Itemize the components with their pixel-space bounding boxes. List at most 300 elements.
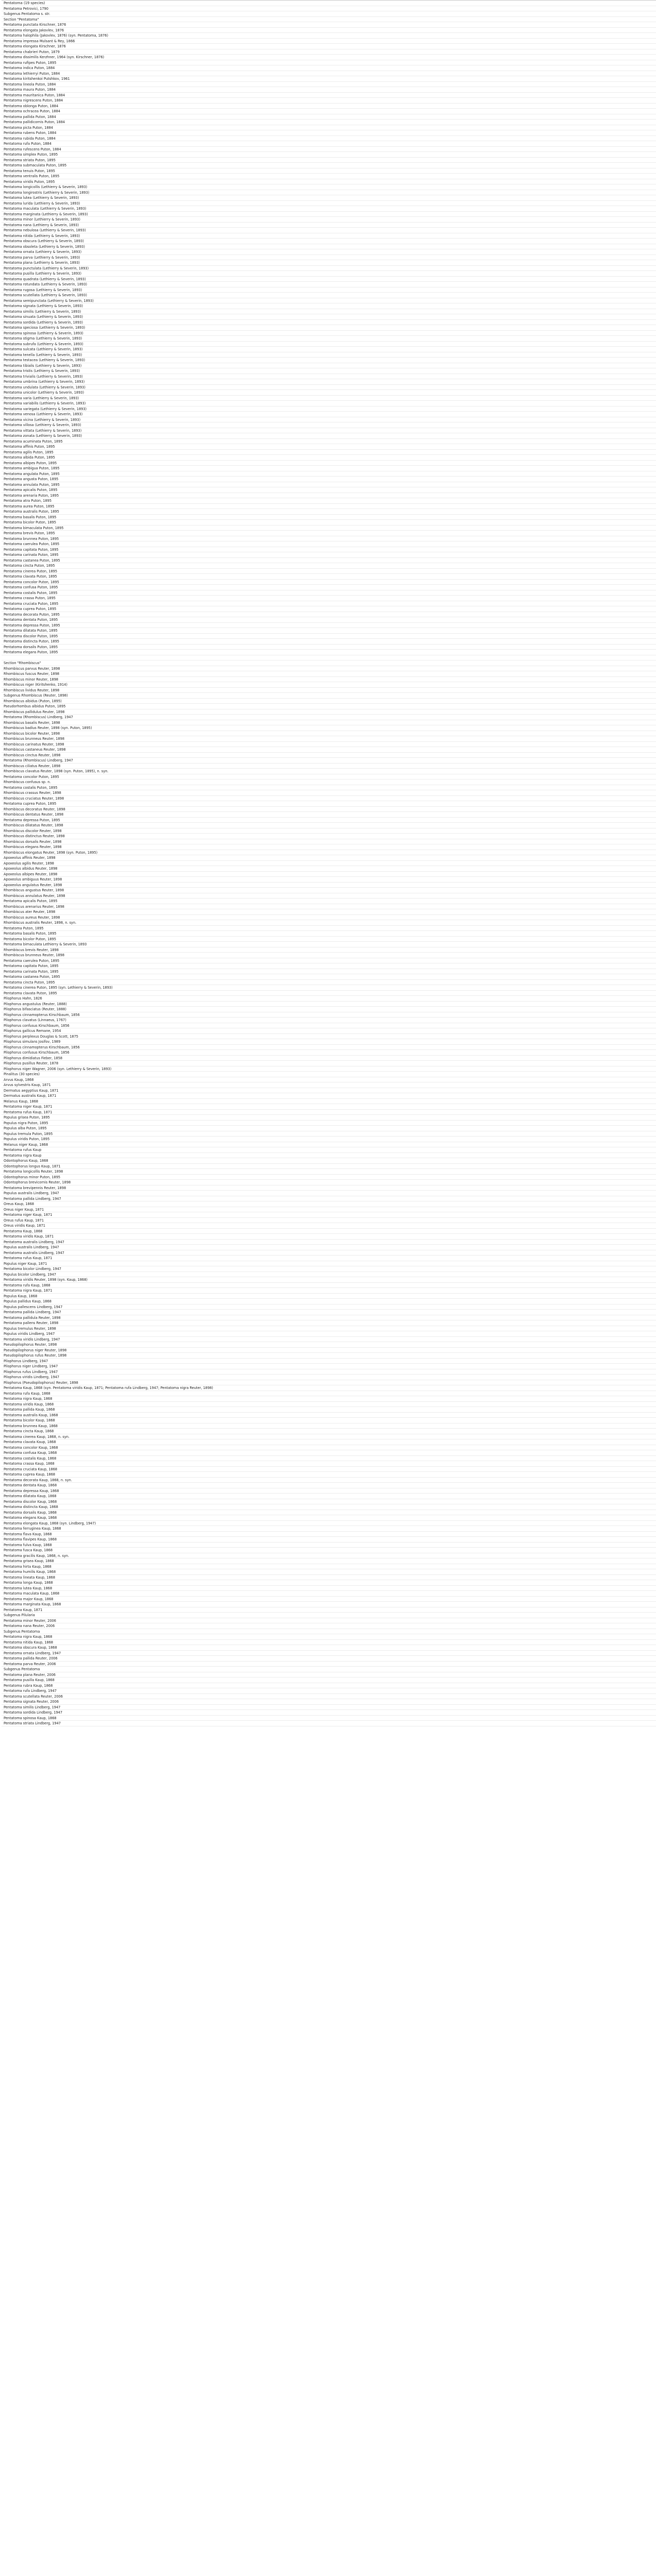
list-item: Pentatoma cincta Puton, 1895 [2,980,656,986]
list-item: Pentatoma pallidula Reuter, 1898 [2,1315,656,1321]
list-item: Rhombiscus carinatus Reuter, 1898 [2,742,656,748]
list-item: Rhombiscus dilatatus Reuter, 1898 [2,823,656,828]
list-item: Dermatus aegyptius Kaup, 1871 [2,1088,656,1094]
list-item: Pentatoma rufus Kaup, 1871 [2,1256,656,1261]
list-item: Rhombiscus dorsalis Reuter, 1898 [2,839,656,845]
list-item: Pentatoma rufus Kaup, 1871 [2,1110,656,1115]
list-item: Pentatoma scutellata Reuter, 2006 [2,1694,656,1700]
list-item: Pentatoma lurida (Lethierry & Severin, 1893) [2,201,656,207]
list-item: Pentatoma ventralis Puton, 1895 [2,174,656,179]
list-item: Pentatoma concolor Puton, 1895 [2,580,656,585]
list-item: Pentatoma (Rhombiscus) Lindberg, 1947 [2,758,656,764]
list-item: Pentatoma viridis Lindberg, 1947 [2,1337,656,1343]
list-item: Pentatoma sinuata (Lethierry & Severin, 1893) [2,314,656,320]
list-item: Pentatoma cruciata Kaup, 1868 [2,1467,656,1472]
list-item: Pentatoma confusa Puton, 1895 [2,585,656,590]
list-item: Pentatoma clavata Puton, 1895 [2,991,656,996]
list-item: Pentatoma discolor Kaup, 1868 [2,1499,656,1505]
list-item: Pentatoma clavata Puton, 1895 [2,574,656,580]
list-item: Pentatoma nigra Kaup, 1868 [2,1634,656,1640]
list-item: Pilophorus dimidiatus Fieber, 1858 [2,1056,656,1061]
list-item: Pentatoma depressa Puton, 1895 [2,623,656,629]
list-item: Pentatoma sordida Lindberg, 1947 [2,1710,656,1716]
list-item: Pentatoma oblonga Puton, 1884 [2,104,656,109]
list-item: Pilophorus angustulus (Reuter, 1888) [2,1002,656,1007]
list-item: Pilophorus simulans Josifov, 1989 [2,1039,656,1045]
list-item: Oreus rufus Kaup, 1871 [2,1218,656,1224]
list-item: Rhombiscus brunneus Reuter, 1898 [2,736,656,742]
list-item: Pentatoma bicolor Kaup, 1868 [2,1418,656,1423]
list-item: Pentatoma nitida (Lethierry & Severin, 1893) [2,233,656,239]
list-item: Subgenus Pentatoma [2,1667,656,1672]
list-item: Pentatoma ferruginea Kaup, 1868 [2,1526,656,1532]
list-item: Pentatoma longa Kaup, 1868 [2,1580,656,1586]
list-item: Pentatoma bimaculata Puton, 1895 [2,526,656,531]
list-item: Pentatoma bicolor Puton, 1895 [2,520,656,526]
list-item: Pentatoma agilis Puton, 1895 [2,450,656,455]
list-item: Rhombiscus angustus Reuter, 1898 [2,888,656,893]
list-item: Pentatoma pallida Reuter, 2006 [2,1656,656,1662]
list-item: Pentatoma rufus Kaup [2,1147,656,1153]
list-item: Pilophorus Hahn, 1826 [2,996,656,1002]
list-item: Rhombiscus arenarius Reuter, 1898 [2,904,656,910]
list-item: Rhombiscus crassus Reuter, 1898 [2,790,656,796]
list-item: Pentatoma decorata Puton, 1895 [2,612,656,618]
list-item: Pentatoma vittata (Lethierry & Severin, 1893) [2,428,656,434]
list-item: Pentatoma parva (Lethierry & Severin, 1893) [2,255,656,261]
list-item: Pentatoma variabilis (Lethierry & Severin, 1893) [2,401,656,406]
list-item: Pentatoma apicalis Puton, 1895 [2,487,656,493]
list-item: Pentatoma albipes Puton, 1895 [2,461,656,466]
list-item: Pentatoma rufa Kaup, 1868 [2,1283,656,1289]
list-item: Pentatoma nigrescens Puton, 1884 [2,98,656,104]
list-item: Rhombiscus parvus Reuter, 1898 [2,666,656,672]
list-item: Pentatoma plana (Lethierry & Severin, 1893) [2,260,656,266]
list-item: Pentatoma semipunctata (Lethierry & Severin, 1893) [2,298,656,304]
list-item: Pilophorus perplexus Douglas & Scott, 1875 [2,1034,656,1040]
list-item: Subgenus Pilularia [2,1613,656,1618]
list-item: Populus tremula Puton, 1895 [2,1131,656,1137]
list-item: Pilophorus niger Lindberg, 1947 [2,1364,656,1369]
list-item: Rhombiscus ciliatus Reuter, 1898 [2,764,656,769]
list-item: Rhombiscus pallidulus Reuter, 1898 [2,709,656,715]
list-item: Pentatoma confusa Kaup, 1868 [2,1450,656,1456]
list-item: Pentatoma minor Reuter, 2006 [2,1618,656,1624]
list-item: Pentatoma rubra Kaup, 1868 [2,1683,656,1689]
list-item: Pentatoma discolor Puton, 1895 [2,634,656,639]
list-item: Pentatoma rufa Puton, 1884 [2,141,656,147]
list-item: Pentatoma cruciata Puton, 1895 [2,601,656,607]
list-item: Rhombiscus minor Reuter, 1898 [2,677,656,683]
list-item: Rhombiscus albidus (Puton, 1895) [2,699,656,704]
list-item: Pentatoma lutea Kaup, 1868 [2,1586,656,1591]
list-item: Pentatoma nana Reuter, 2006 [2,1623,656,1629]
list-item: Pentatoma spinosa Kaup, 1868 [2,1716,656,1721]
list-item: Melanus niger Kaup, 1868 [2,1142,656,1148]
list-item: Populus viridis Puton, 1895 [2,1137,656,1142]
list-item: Pentatoma rugosa (Lethierry & Severin, 1893) [2,287,656,293]
list-item: Pentatoma similis (Lethierry & Severin, 1893) [2,309,656,315]
list-item: Pentatoma dentata Puton, 1895 [2,617,656,623]
list-item: Pentatoma brunnea Kaup, 1868 [2,1423,656,1429]
list-item: Subgenus Pentatoma s. str. [2,11,656,17]
list-item: Rhombiscus annulatus Reuter, 1898 [2,893,656,899]
list-item: Pentatoma simplex Puton, 1895 [2,152,656,158]
list-item: Section "Rhombiscus" [2,660,656,666]
list-item: Rhombiscus decoratus Reuter, 1898 [2,807,656,812]
list-item: Pentatoma subrufa (Lethierry & Severin, 1893) [2,342,656,347]
list-item: Pentatoma atra Puton, 1895 [2,498,656,504]
list-item: Pentatoma longicollis Reuter, 1898 [2,1169,656,1175]
list-item: Oreus Kaup, 1868 [2,1201,656,1207]
list-item: Dermatus australis Kaup, 1871 [2,1093,656,1099]
list-item: Pentatoma affinis Puton, 1895 [2,444,656,450]
list-item: Pentatoma pusilla Kaup, 1868 [2,1677,656,1683]
list-item: Pentatoma costalis Puton, 1895 [2,785,656,791]
list-item: Pentatoma carinata Puton, 1895 [2,969,656,975]
list-item: Pentatoma fusca Kaup, 1868 [2,1548,656,1553]
list-item: Pentatoma angusta Puton, 1895 [2,477,656,482]
list-item: Pentatoma nigra Kaup, 1868 [2,1396,656,1402]
list-item: Rhombiscus badius Reuter, 1898 (syn. Puton, 1895) [2,725,656,731]
list-item: Pentatoma villosa (Lethierry & Severin, 1893) [2,422,656,428]
list-item: Pentatoma dissimilis Kerzhner, 1964 (syn. Kirschner, 1876) [2,55,656,60]
list-item: Pilophorus Lindberg, 1947 [2,1359,656,1364]
list-item: Pentatoma unicolor (Lethierry & Severin, 1893) [2,390,656,396]
list-header: Pentatoma (19 species) [2,1,656,6]
list-item: Pentatoma hirta Kaup, 1868 [2,1564,656,1570]
list-item: Pentatoma halophila (Jakovlev, 1876) (syn. Pentatoma, 1876) [2,33,656,39]
list-item: Pentatoma flavipes Kaup, 1868 [2,1537,656,1543]
list-item: Rhombiscus castaneus Reuter, 1898 [2,747,656,753]
list-item: Pentatoma rubens Puton, 1884 [2,130,656,136]
list-item: Pentatoma obscura (Lethierry & Severin, 1893) [2,239,656,244]
list-item: Pentatoma australis Puton, 1895 [2,509,656,515]
list-item: Rhombiscus cruciatus Reuter, 1898 [2,796,656,802]
list-item: Pentatoma kiritshenkoi Putshkov, 1961 [2,76,656,82]
list-item: Rhombiscus bicolor Reuter, 1898 [2,731,656,737]
list-item: Pentatoma crassa Puton, 1895 [2,596,656,601]
list-item: Populus niger Kaup, 1871 [2,1261,656,1267]
list-item: Pentatoma rufipes Puton, 1895 [2,60,656,66]
list-item: Pentatoma Kaup, 1868 (syn. Pentatoma viridis Kaup, 1871; Pentatoma rufa Lindberg, 1947; Pentatoma nigra Reuter, 1898) [2,1385,656,1391]
list-item: Pentatoma undulata (Lethierry & Severin, 1893) [2,385,656,391]
list-item: Pentatoma rufescens Puton, 1884 [2,147,656,152]
list-item: Populus viridis Lindberg, 1947 [2,1331,656,1337]
list-item: Pentatoma annulata Puton, 1895 [2,482,656,488]
list-item: Rhombiscus dentatus Reuter, 1898 [2,812,656,818]
list-item: Pilophorus viridis Lindberg, 1947 [2,1375,656,1380]
list-item: Pentatoma maura Puton, 1884 [2,87,656,93]
list-item: Pentatoma ambigua Puton, 1895 [2,466,656,471]
list-item: Pilophorus cinnamopterus Kirschbaum, 1856 [2,1012,656,1018]
list-item: Pentatoma rotundata (Lethierry & Severin, 1893) [2,282,656,287]
list-item: Pentatoma rufa Lindberg, 1947 [2,1688,656,1694]
list-item: Pentatoma cuprea Puton, 1895 [2,606,656,612]
list-item: Pentatoma nigra Kaup, 1871 [2,1288,656,1294]
list-item: Rhombiscus lividus Reuter, 1898 [2,688,656,693]
list-item: Pentatoma testacea (Lethierry & Severin, 1893) [2,358,656,363]
list-item: Pentatoma striata Puton, 1895 [2,158,656,163]
list-item: Pentatoma scutellata (Lethierry & Severin, 1893) [2,293,656,298]
list-item: Pilophorus niger Wagner, 2006 (syn. Lethierry & Severin, 1893) [2,1066,656,1072]
list-item: Pentatoma clavata Kaup, 1868 [2,1439,656,1445]
list-item: Subgenus Rhombiscus (Reuter, 1898) [2,693,656,699]
list-item: Pentatoma venosa (Lethierry & Severin, 1893) [2,412,656,417]
list-item: Pentatoma ochracea Puton, 1884 [2,109,656,114]
list-item: Pentatoma ornata (Lethierry & Severin, 1893) [2,249,656,255]
list-item: Pentatoma fulva Kaup, 1868 [2,1543,656,1548]
list-item: Odontophorus brevicornis Reuter, 1898 [2,1180,656,1185]
list-item: Pentatoma caerulea Puton, 1895 [2,958,656,964]
list-item: Pentatoma ornata Lindberg, 1947 [2,1651,656,1656]
list-item: Pentatoma rubida Puton, 1884 [2,136,656,142]
list-item: Pentatoma elongata Kaup, 1868 (syn. Lindberg, 1947) [2,1521,656,1527]
list-item: Pentatoma tristis (Lethierry & Severin, 1893) [2,368,656,374]
list-item: Pilophorus bifasciatus (Reuter, 1888) [2,1007,656,1012]
list-item: Pentatoma pallens Reuter, 1898 [2,1320,656,1326]
list-item: Pentatoma cuprea Puton, 1895 [2,801,656,807]
list-item: Pseudopilophorus Reuter, 1898 [2,1342,656,1348]
list-item: Pentatoma decorata Kaup, 1868, n. syn. [2,1478,656,1483]
list-item: Pentatoma varia (Lethierry & Severin, 1893) [2,396,656,401]
list-item: Pentatoma humilis Kaup, 1868 [2,1569,656,1575]
list-item: Pseudopilophorus rufus Reuter, 1898 [2,1353,656,1359]
list-item: Pilophorus pusillus Reuter, 1878 [2,1061,656,1066]
list-item: Pentatoma maculata (Lethierry & Severin, 1893) [2,206,656,212]
list-item: Pentatoma longicollis (Lethierry & Severin, 1893) [2,184,656,190]
list-item: Pentatoma albida Puton, 1895 [2,455,656,461]
list-item: Rhombiscus aureus Reuter, 1898 [2,915,656,921]
list-item: Odontophorus longus Kaup, 1871 [2,1164,656,1170]
list-item: Rhombiscus brunneus Reuter, 1898 [2,953,656,958]
list-item: Pentatoma arenaria Puton, 1895 [2,493,656,499]
list-item: Pentatoma apicalis Puton, 1895 [2,899,656,904]
list-item: Pentatoma plana Reuter, 2006 [2,1672,656,1678]
list-item: Populus pallescens Lindberg, 1947 [2,1304,656,1310]
list-item: Pentatoma spinosa (Lethierry & Severin, 1893) [2,331,656,336]
list-item: Pentatoma nigra Kaup [2,1153,656,1159]
list-item: Pentatoma lutea (Lethierry & Severin, 1893) [2,195,656,201]
list-item: Pentatoma cuprea Kaup, 1868 [2,1472,656,1478]
list-item: Pentatoma variegata (Lethierry & Severin, 1893) [2,406,656,412]
list-item: Pentatoma viridis Puton, 1895 [2,179,656,185]
list-item: Apoxeolus angulatus Reuter, 1898 [2,883,656,888]
list-item: Pentatoma brunnea Puton, 1895 [2,536,656,542]
list-item: Pentatoma (Rhombiscus) Lindberg, 1947 [2,715,656,720]
list-item: Pentatoma viridis Kaup, 1868 [2,1402,656,1408]
list-item: Pentatoma striata Lindberg, 1947 [2,1721,656,1726]
list-item: Pilophorus (Pseudopilophorus) Reuter, 1898 [2,1380,656,1386]
list-item: Pseudopilophorus niger Reuter, 1898 [2,1348,656,1353]
list-item: Pentatoma depressa Puton, 1895 [2,818,656,823]
list-item: Pentatoma trivialis (Lethierry & Severin, 1893) [2,374,656,380]
list-item: Pentatoma indica Puton, 1884 [2,65,656,71]
list-item: Pentatoma tenella (Lethierry & Severin, 1893) [2,352,656,358]
list-item: Pentatoma distincta Kaup, 1868 [2,1504,656,1510]
list-item: Rhombiscus niger (Kiritshenko, 1914) [2,682,656,688]
list-item: Rhombiscus australis Reuter, 1898, n. syn. [2,920,656,926]
list-item: Pentatoma rufa Kaup, 1868 [2,1391,656,1397]
list-item: Pentatoma dilatata Puton, 1895 [2,628,656,634]
list-item: Pentatoma basalis Puton, 1895 [2,931,656,937]
list-item: Pentatoma cincta Kaup, 1868 [2,1429,656,1434]
list-item: Pentatoma punctulata (Lethierry & Severin, 1893) [2,266,656,272]
list-item: Pentatoma sulcata (Lethierry & Severin, 1893) [2,347,656,352]
list-item: Pentatoma marginata Kaup, 1868 [2,1602,656,1607]
list-item: Pentatoma major Kaup, 1868 [2,1597,656,1602]
list-item: Pentatoma signata (Lethierry & Severin, 1893) [2,303,656,309]
list-item: Pentatoma australis Lindberg, 1947 [2,1240,656,1245]
list-item: Pentatoma impressa Mulsant & Rey, 1866 [2,39,656,44]
list-item: Pentatoma cinerea Puton, 1895 [2,569,656,574]
list-item: Rhombiscus discolor Reuter, 1898 [2,828,656,834]
list-item: Oreus viridis Kaup, 1871 [2,1223,656,1229]
list-item: Pentatoma tibialis (Lethierry & Severin, 1893) [2,363,656,369]
list-item: Pentatoma distincta Puton, 1895 [2,639,656,645]
list-item: Pentatoma pusilla (Lethierry & Severin, 1893) [2,271,656,277]
list-item: Pentatoma concolor Puton, 1895 [2,774,656,780]
list-item: Pentatoma minor (Lethierry & Severin, 1893) [2,217,656,223]
list-item: Pentatoma niger Kaup, 1871 [2,1104,656,1110]
list-item: Populus pallidus Kaup, 1868 [2,1299,656,1304]
list-item: Pentatoma dentata Kaup, 1868 [2,1483,656,1488]
list-item: Pentatoma cinerea Kaup, 1868, n. syn. [2,1434,656,1440]
list-item: Pentatoma flava Kaup, 1868 [2,1532,656,1537]
list-item: Oreus niger Kaup, 1871 [2,1207,656,1213]
list-item: Pentatoma viridis Reuter, 1898 (syn. Kaup, 1868) [2,1277,656,1283]
list-item: Pentatoma gracilis Kaup, 1868, n. syn. [2,1553,656,1559]
list-item: Populus australis Lindberg, 1947 [2,1191,656,1196]
list-item: Pentatoma longirostris (Lethierry & Severin, 1893) [2,190,656,196]
list-item: Pentatoma speciosa (Lethierry & Severin, 1893) [2,325,656,331]
list-item: Pentatoma elongata Kirschner, 1876 [2,44,656,49]
list-item: Pentatoma dorsalis Puton, 1895 [2,645,656,650]
list-item: Populus tremulus Reuter, 1898 [2,1326,656,1332]
list-item: Pentatoma vicina (Lethierry & Severin, 1893) [2,417,656,423]
list-item: Pentatoma caerulea Puton, 1895 [2,541,656,547]
list-item: Subgenus Pentatoma [2,1629,656,1635]
blank-row [2,655,656,661]
list-item: Populus grisea Puton, 1895 [2,1115,656,1121]
list-item: Pentatoma Petrovici, 1790 [2,6,656,12]
list-item: Pentatoma stigma (Lethierry & Severin, 1893) [2,336,656,342]
list-item: Pentatoma mauritanica Puton, 1884 [2,93,656,98]
list-item: Pentatoma bicolor Puton, 1895 [2,937,656,942]
list-item: Pentatoma marginata (Lethierry & Severin, 1893) [2,212,656,217]
list-item: Rhombiscus elongatus Reuter, 1898 (syn. Puton, 1895) [2,850,656,856]
list-item: Pentatoma Kaup, 1871 [2,1607,656,1613]
list-item: Apoxeolus affinis Reuter, 1898 [2,855,656,861]
list-item: Rhombiscus elegans Reuter, 1898 [2,844,656,850]
list-item: Pentatoma brevis Puton, 1895 [2,531,656,536]
list-item: Pentatoma carinata Puton, 1895 [2,552,656,558]
list-item: Pentatoma pallida Puton, 1884 [2,114,656,120]
list-item: Pilophorus confusus Kirschbaum, 1856 [2,1050,656,1056]
list-item: Pentatoma viridis Kaup, 1871 [2,1234,656,1240]
list-item: Apoxeolus ambiguus Reuter, 1898 [2,877,656,883]
list-item: Pentatoma aurea Puton, 1895 [2,504,656,510]
list-item: Pentatoma grisea Kaup, 1868 [2,1558,656,1564]
list-item: Odontophorus Kaup, 1868 [2,1158,656,1164]
list-item: Rhombiscus basalis Reuter, 1898 [2,720,656,726]
list-item: Pentatoma tenuis Puton, 1895 [2,168,656,174]
list-item: Pentatoma castanea Puton, 1895 [2,558,656,564]
list-item: Pentatoma submaculata Puton, 1895 [2,163,656,168]
list-item: Populus nigra Puton, 1895 [2,1121,656,1126]
list-item: Pentatoma crassa Kaup, 1868 [2,1461,656,1467]
list-item: Populus bicolor Lindberg, 1947 [2,1272,656,1278]
list-item: Rhombiscus distinctus Reuter, 1898 [2,834,656,839]
list-item: Pentatoma australis Lindberg, 1947 [2,1250,656,1256]
list-item: Odontophorus minor Puton, 1895 [2,1175,656,1180]
list-item: Pentatoma angulata Puton, 1895 [2,471,656,477]
list-item: Pentatoma signata Reuter, 2006 [2,1699,656,1705]
list-item: Rhombiscus ater Reuter, 1898 [2,909,656,915]
list-item: Pentatoma lineola Puton, 1884 [2,82,656,88]
list-item: Pentatoma maculata Kaup, 1868 [2,1591,656,1597]
list-item: Pentatoma capitata Puton, 1895 [2,547,656,553]
list-item: Pentatoma bimaculata Lethierry & Severin, 1893 [2,942,656,947]
list-item: Rhombiscus cinctus Reuter, 1898 [2,753,656,758]
list-item: Pentatoma costalis Puton, 1895 [2,590,656,596]
list-item: Pentatoma picta Puton, 1884 [2,125,656,131]
species-list [2,0,656,1726]
list-item: Populus Kaup, 1868 [2,1294,656,1299]
list-item: Pentatoma castanea Puton, 1895 [2,974,656,980]
list-item: Pentatoma similis Lindberg, 1947 [2,1705,656,1710]
list-item: Apoxeolus albidus Reuter, 1898 [2,866,656,872]
list-item: Pentatoma pallida Lindberg, 1947 [2,1196,656,1202]
list-item: Pilophorus cinnamopterus Kirschbaum, 1856 [2,1045,656,1050]
list-item: Rhombiscus fuscus Reuter, 1898 [2,671,656,677]
list-item: Pentatoma cinerea Puton, 1895 (syn. Lethierry & Severin, 1893) [2,985,656,991]
list-item: Apoxeolus agilis Reuter, 1898 [2,861,656,867]
list-item: Pentatoma elegans Kaup, 1868 [2,1515,656,1521]
list-item: Pentatoma punctata Kirschner, 1876 [2,22,656,28]
list-item: Pentatoma zonata (Lethierry & Severin, 1893) [2,433,656,439]
list-item: Pentatoma niger Kaup, 1871 [2,1212,656,1218]
list-item: Pentatoma nitida Kaup, 1868 [2,1640,656,1646]
list-item: Pentatoma nebulosa (Lethierry & Severin, 1893) [2,228,656,233]
list-item: Pentatoma umbrina (Lethierry & Severin, 1893) [2,379,656,385]
list-item: Pentatoma obsoleta (Lethierry & Severin, 1893) [2,244,656,250]
list-item: Arvus Kaup, 1868 [2,1077,656,1083]
list-item: Pentatoma nana (Lethierry & Severin, 1893) [2,223,656,228]
list-item: Pentatoma elongata Jakovlev, 1876 [2,28,656,33]
list-item: Pentatoma elegans Puton, 1895 [2,650,656,655]
list-item: Pentatoma australis Kaup, 1868 [2,1413,656,1418]
list-item: Pentatoma depressa Kaup, 1868 [2,1488,656,1494]
list-item: Pentatoma pallidicornis Puton, 1884 [2,120,656,125]
list-item: Pentatoma costalis Kaup, 1868 [2,1456,656,1462]
list-item: Pentatoma Kaup, 1868 [2,1229,656,1234]
list-item: Pilophorus rufus Lindberg, 1947 [2,1369,656,1375]
list-item: Pentatoma brevipennis Reuter, 1898 [2,1185,656,1191]
list-item: Pentatoma dilatata Kaup, 1868 [2,1494,656,1499]
list-item: Apoxeolus albipes Reuter, 1898 [2,872,656,877]
list-item: Pentatoma Puton, 1895 [2,926,656,931]
list-item: Populus alba Puton, 1895 [2,1126,656,1131]
list-item: Rhombiscus confusus sp. n. [2,779,656,785]
list-item: Pentatoma obscura Kaup, 1868 [2,1645,656,1651]
list-item: Pentatoma chabrieri Puton, 1879 [2,49,656,55]
list-item: Pentatoma concolor Kaup, 1868 [2,1445,656,1451]
list-item: Pilophorus clavatus (Linnaeus, 1767) [2,1018,656,1023]
list-item: Pentatoma lethierryi Puton, 1884 [2,71,656,77]
list-item: Pilophorus gallicus Remane, 1954 [2,1028,656,1034]
list-item: Pentatoma sordida (Lethierry & Severin, 1893) [2,320,656,326]
